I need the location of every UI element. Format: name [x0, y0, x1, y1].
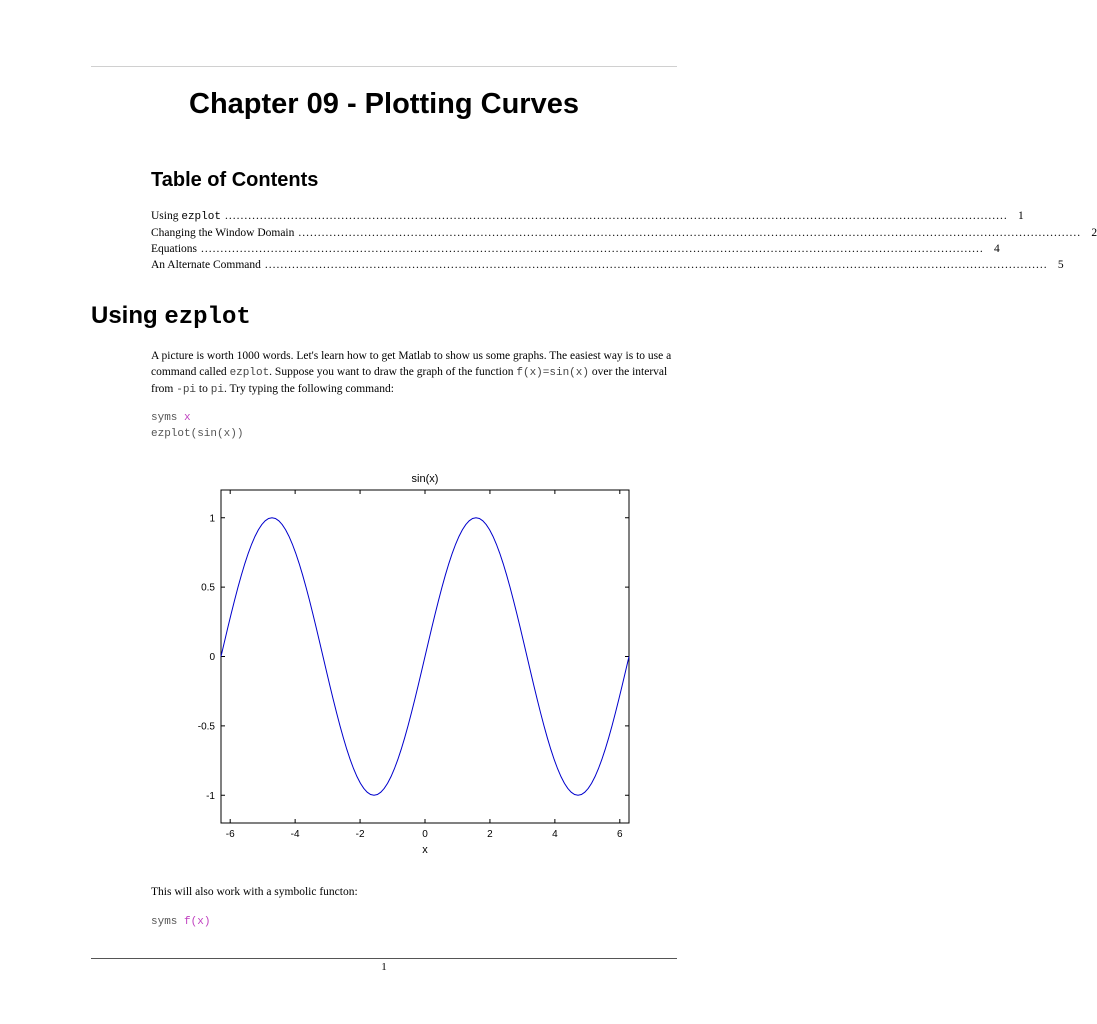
- toc-page-number: 1: [1017, 210, 1024, 222]
- toc-entry-alternate-command[interactable]: [151, 257, 1064, 273]
- code-block-syms-f: syms f(x): [151, 916, 211, 928]
- toc-entry-equations[interactable]: [151, 241, 1000, 257]
- toc-page-number: 5: [1057, 259, 1064, 271]
- page-number: 1: [381, 961, 387, 973]
- toc-leader-dots: ..........................................................................................................................................................................................................: [201, 243, 984, 255]
- chapter-title: Chapter 09 - Plotting Curves: [189, 88, 579, 120]
- toc-entry-label: Equations: [151, 243, 197, 255]
- symbolic-function-paragraph: This will also work with a symbolic functon:: [151, 886, 358, 898]
- table-of-contents: [151, 208, 1097, 273]
- toc-leader-dots: ..........................................................................................................................................................................................................: [264, 259, 1048, 271]
- x-tick-label: 0: [422, 829, 428, 840]
- y-tick-label: 0: [209, 652, 215, 663]
- x-tick-label: -4: [290, 829, 300, 840]
- section-title: Using ezplot: [91, 302, 251, 331]
- x-tick-label: -2: [355, 829, 365, 840]
- y-tick-label: -0.5: [197, 721, 215, 733]
- sine-plot: [180, 466, 650, 866]
- footer-rule: [91, 958, 677, 959]
- y-tick-label: 1: [209, 513, 215, 525]
- toc-entry-using-ezplot[interactable]: [151, 208, 1024, 225]
- toc-entry-label: An Alternate Command: [151, 259, 261, 271]
- toc-entry-label: Using ezplot: [151, 210, 221, 223]
- x-tick-label: 4: [552, 829, 558, 840]
- toc-entry-changing-window-domain[interactable]: [151, 225, 1097, 241]
- toc-page-number: 2: [1091, 227, 1097, 239]
- toc-leader-dots: ..........................................................................................................................................................................................................: [224, 210, 1008, 222]
- y-tick-label: 0.5: [201, 582, 215, 594]
- y-tick-label: -1: [206, 790, 215, 802]
- x-axis-label: x: [422, 844, 428, 856]
- toc-page-number: 4: [994, 243, 1000, 255]
- code-block-ezplot: syms x ezplot(sin(x)): [151, 412, 244, 440]
- toc-entry-label: Changing the Window Domain: [151, 227, 295, 239]
- toc-title: Table of Contents: [151, 169, 319, 191]
- x-tick-label: 6: [617, 829, 623, 840]
- x-tick-label: 2: [487, 829, 493, 840]
- intro-paragraph: A picture is worth 1000 words. Let's learn how to get Matlab to show us some graphs. The easiest way is to use a command called ezplot. Suppose you want to draw the graph of the function f(x)=sin(x) over the interval from -pi to pi. Try typing the following command:: [151, 350, 672, 396]
- toc-leader-dots: ..........................................................................................................................................................................................................: [298, 227, 1082, 239]
- header-rule: [91, 66, 677, 67]
- chart-title: sin(x): [411, 473, 439, 485]
- x-tick-label: -6: [225, 829, 235, 840]
